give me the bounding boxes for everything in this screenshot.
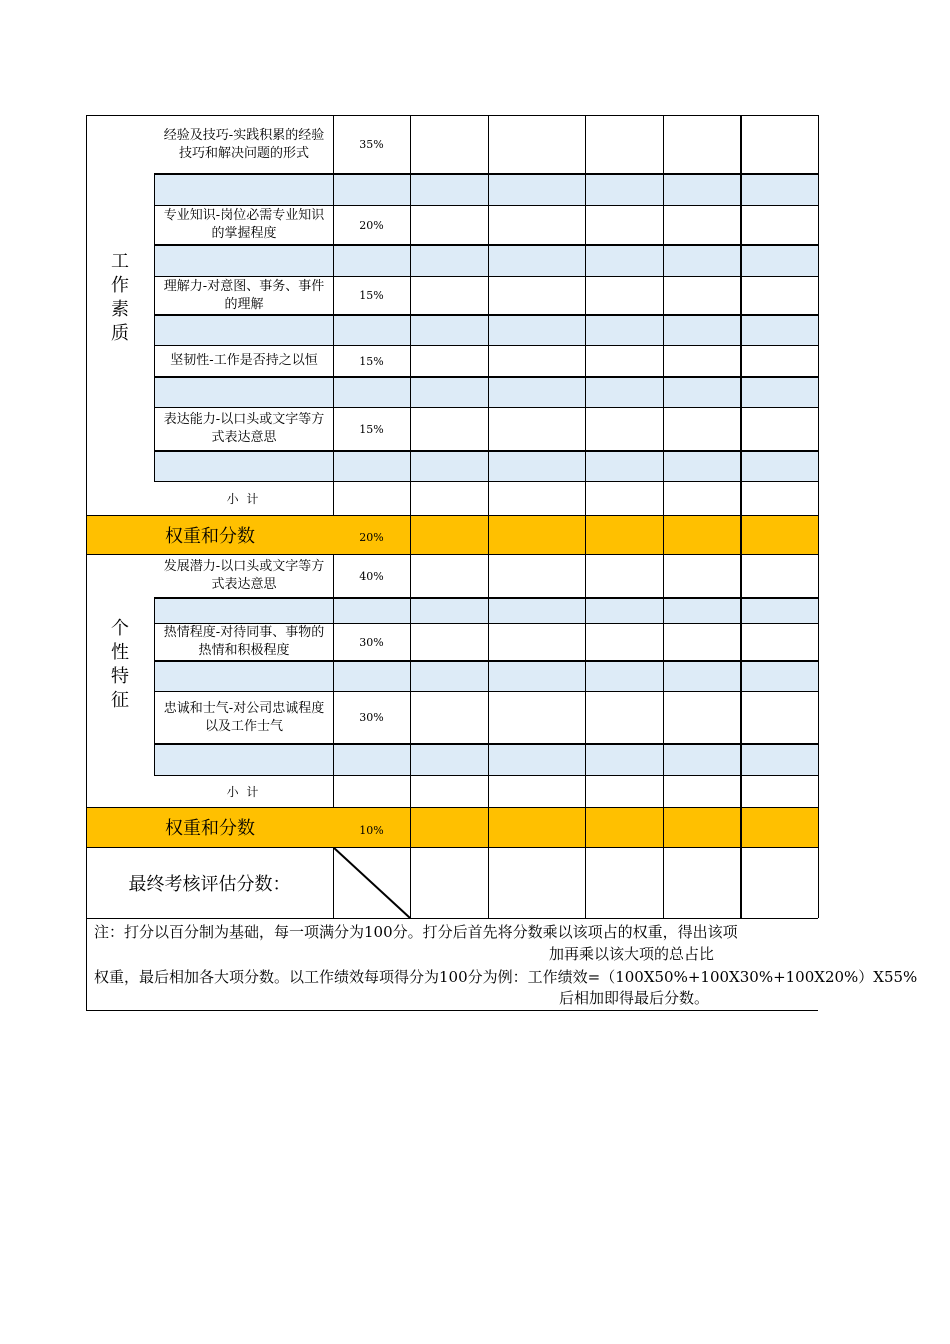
score-input-row[interactable] bbox=[154, 315, 818, 345]
score-input-row[interactable] bbox=[154, 174, 818, 205]
criterion-label: 坚韧性-工作是否持之以恒 bbox=[170, 353, 318, 368]
grid-line-v bbox=[410, 807, 411, 847]
grid-line-v bbox=[663, 807, 664, 847]
grid-line-v bbox=[410, 554, 411, 807]
weight-summary-label: 权重和分数 bbox=[165, 525, 255, 547]
section-weight: 10% bbox=[359, 823, 384, 837]
criterion-label: 热情程度-对待同事、事物的热情和积极程度 bbox=[163, 625, 325, 658]
criterion-label: 理解力-对意图、事务、事件的理解 bbox=[163, 278, 325, 312]
grid-line-h bbox=[86, 1010, 818, 1011]
grid-line-v bbox=[740, 847, 742, 918]
criterion-weight: 15% bbox=[359, 422, 384, 436]
grid-line-v bbox=[488, 807, 489, 847]
criterion-weight: 15% bbox=[359, 289, 384, 302]
grid-line-v bbox=[86, 115, 87, 1010]
grid-line-v bbox=[154, 174, 155, 481]
grid-line-v bbox=[818, 515, 819, 554]
criterion-label: 表达能力-以口头或文字等方式表达意思 bbox=[163, 412, 325, 445]
category-char: 个 bbox=[111, 617, 129, 639]
category-label bbox=[108, 554, 132, 775]
grid-line-v bbox=[410, 515, 411, 554]
note-line: 注：打分以百分制为基础，每一项满分为100分。打分后首先将分数乘以该项占的权重，得出该项 bbox=[94, 923, 738, 941]
grid-line-v bbox=[663, 554, 664, 807]
note-line: 权重，最后相加各大项分数。以工作绩效每项得分为100分为例：工作绩效=（100X50%+100X30%+100X20%）X55% bbox=[94, 968, 918, 986]
weight-summary-label: 权重和分数 bbox=[165, 818, 255, 839]
category-char: 工 bbox=[111, 251, 129, 272]
grid-line-v bbox=[663, 847, 664, 918]
grid-line-v bbox=[488, 847, 489, 918]
grid-line-h bbox=[86, 918, 818, 919]
score-input-row[interactable] bbox=[154, 245, 818, 276]
subtotal-label: 小 计 bbox=[226, 784, 261, 799]
grid-line-v bbox=[488, 115, 489, 515]
criterion-weight: 35% bbox=[359, 138, 384, 151]
subtotal-label: 小 计 bbox=[226, 491, 261, 506]
criterion-weight: 30% bbox=[359, 635, 384, 649]
section-weight: 20% bbox=[359, 531, 384, 544]
criterion-label: 发展潜力-以口头或文字等方式表达意思 bbox=[163, 559, 325, 592]
category-char: 征 bbox=[111, 689, 129, 711]
grid-line-v bbox=[663, 515, 664, 554]
criterion-label: 专业知识-岗位必需专业知识的掌握程度 bbox=[163, 208, 325, 241]
grid-line-v bbox=[740, 554, 742, 807]
criterion-weight: 20% bbox=[359, 218, 384, 232]
grid-line-v bbox=[663, 115, 664, 515]
note-line: 加再乘以该大项的总占比 bbox=[549, 945, 715, 963]
criterion-weight: 40% bbox=[359, 569, 384, 583]
grid-line-v bbox=[410, 115, 411, 515]
grid-line-v bbox=[585, 847, 586, 918]
grid-line-v bbox=[585, 515, 586, 554]
grid-line-v bbox=[740, 807, 742, 847]
grid-line-v bbox=[333, 115, 334, 515]
score-input-row[interactable] bbox=[154, 451, 818, 481]
diagonal-slash-cell bbox=[333, 847, 410, 918]
category-char: 质 bbox=[111, 323, 129, 344]
score-input-row[interactable] bbox=[154, 661, 818, 691]
note-line: 后相加即得最后分数。 bbox=[559, 989, 710, 1007]
grid-line-v bbox=[410, 847, 411, 918]
grid-line-v bbox=[154, 598, 155, 775]
grid-line-v bbox=[818, 115, 819, 515]
grid-line-v bbox=[585, 554, 586, 807]
category-char: 性 bbox=[111, 641, 129, 663]
score-input-row[interactable] bbox=[154, 377, 818, 407]
category-char: 特 bbox=[111, 665, 129, 687]
criterion-label: 忠诚和士气-对公司忠诚程度以及工作士气 bbox=[163, 700, 325, 734]
grid-line-v bbox=[818, 847, 819, 918]
grid-line-v bbox=[585, 115, 586, 515]
criterion-weight: 15% bbox=[359, 354, 384, 368]
grid-line-v bbox=[488, 554, 489, 807]
category-char: 作 bbox=[111, 275, 129, 296]
score-input-row[interactable] bbox=[154, 598, 818, 623]
grid-line-v bbox=[818, 807, 819, 847]
criterion-label: 经验及技巧-实践积累的经验技巧和解决问题的形式 bbox=[163, 127, 325, 161]
category-char: 素 bbox=[111, 299, 129, 320]
grid-line-v bbox=[488, 515, 489, 554]
score-input-row[interactable] bbox=[154, 744, 818, 775]
final-score-label: 最终考核评估分数： bbox=[128, 873, 291, 895]
category-label bbox=[108, 115, 132, 481]
grid-line-v bbox=[740, 515, 742, 554]
grid-line-v bbox=[818, 554, 819, 807]
grid-line-v bbox=[585, 807, 586, 847]
criterion-weight: 30% bbox=[359, 711, 384, 724]
grid-line-v bbox=[740, 115, 742, 515]
